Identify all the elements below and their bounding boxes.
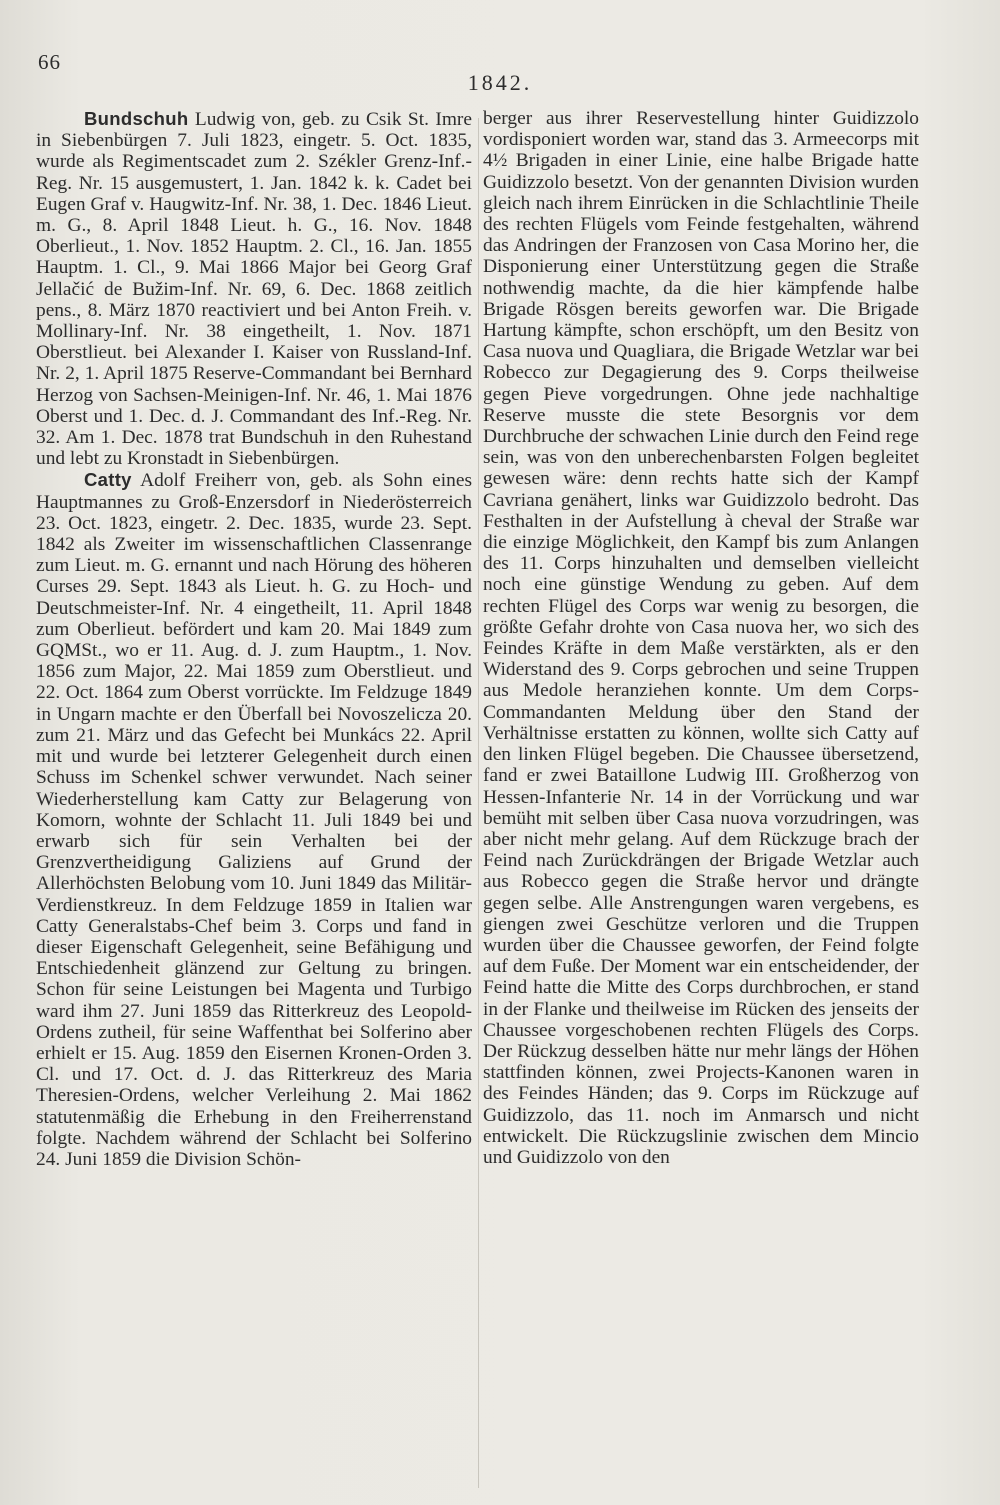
page-number: 66: [38, 50, 61, 74]
entry-surname: Bundschuh: [84, 108, 189, 129]
right-column: [483, 108, 919, 1168]
entry-text: Adolf Freiherr von, geb. als Sohn eines Hauptmannes zu Groß-Enzersdorf in Niederösterreich 23. Oct. 1823, eingetr. 2. Dec. 1835, wurde 23. Sept. 1842 als Zweiter im wissenschaftlichen Classenrange zum Lieut. m. G. ernannt und nach Hörung des höheren Curses 29. Sept. 1843 als Lieut. h. G. zu Hoch- und Deutschmeister-Inf. Nr. 4 eingetheilt, 11. April 1848 zum Oberlieut. befördert und kam 20. Mai 1849 zum GQMSt., wo er 11. Aug. d. J. zum Hauptm., 1. Nov. 1856 zum Major, 22. Mai 1859 zum Oberstlieut. und 22. Oct. 1864 zum Oberst vorrückte. Im Feldzuge 1849 in Ungarn machte er den Überfall bei Novoszelicza 20. zum 21. März und das Gefecht bei Munkács 22. April mit und wurde bei letzterer Gelegenheit durch einen Schuss im Schenkel schwer verwundet. Nach seiner Wiederherstellung kam Catty zur Belagerung von Komorn, wohnte der Schlacht 11. Juli 1849 bei und erwarb sich für sein Verhalten bei der Grenzvertheidigung Galiziens auf Grund der Allerhöchsten Belobung vom 10. Juni 1849 das Militär-Verdienstkreuz. In dem Feldzuge 1859 in Italien war Catty Generalstabs-Chef beim 3. Corps und fand in dieser Eigenschaft Gelegenheit, seine Befähigung und Entschiedenheit glänzend zur Geltung zu bringen. Schon für seine Leistungen bei Magenta und Turbigo ward ihm 27. Juni 1859 das Ritterkreuz des Leopold-Ordens zutheil, für seine Waffenthat bei Solferino aber erhielt er 15. Aug. 1859 den Eisernen Kronen-Orden 3. Cl. und 17. Oct. d. J. das Ritterkreuz des Maria Theresien-Ordens, welcher Verleihung 2. Mai 1862 statutenmäßig die Erhebung in den Freiherrenstand folgte. Nachdem während der Schlacht bei Solferino 24. Juni 1859 die Division Schön-: [36, 470, 473, 1170]
left-column: [36, 108, 472, 1170]
continued-text: berger aus ihrer Reservestellung hinter Guidizzolo vordisponiert worden war, stand das 3. Armeecorps mit 4½ Brigaden in einer Linie, eine halbe Brigade hatte Guidizzolo besetzt. Von der genannten Division wurden gleich nach ihrem Einrücken in die Schlachtlinie Theile des rechten Flügels vom Feinde festgehalten, während das Andringen der Franzosen von Casa Morino her, die Disponierung einer Unterstützung gegen die Straße nothwendig machte, da die hier kämpfende halbe Brigade Rösgen bereits geworfen war. Die Brigade Hartung kämpfte, schon erschöpft, um den Besitz von Casa nuova und Quagliara, die Brigade Wetzlar war bei Robecco zur Degagierung des 9. Corps theilweise gegen Pieve vorgedrungen. Ohne jede nachhaltige Reserve musste die stete Besorgnis vor dem Durchbruche der schwachen Linie durch den Feind rege sein, was von den unberechenbarsten Folgen begleitet gewesen wäre: denn rechts hatte sich der Kampf Cavriana genähert, links war Guidizzolo bedroht. Das Festhalten in der Aufstellung à cheval der Straße war die einzige Möglichkeit, den Kampf bis zum Anlangen des 11. Corps hinzuhalten und demselben vielleicht noch eine günstige Wendung zu geben. Auf dem rechten Flügel des Corps war wenig zu besorgen, die größte Gefahr drohte von Casa nuova her, wo sich des Feindes Kräfte in dem Maße verstärkten, als er den Widerstand des 9. Corps gebrochen und seine Truppen aus Medole heranziehen konnte. Um dem Corps-Commandanten Meldung über den Stand der Verhältnisse erstatten zu können, wollte sich Catty auf den linken Flügel begeben. Die Chaussee übersetzend, fand er zwei Bataillone Ludwig III. Großherzog von Hessen-Infanterie Nr. 14 in der Vorrückung und war bemüht mit selben über Casa nuova vorzudringen, was aber nicht mehr gelang. Auf dem Rückzuge brach der Feind nach Zurückdrängen der Brigade Wetzlar auch aus Robecco gegen die Straße hervor und drängte gegen selbe. Alle Anstrengungen waren vergebens, es giengen zwei Geschütze verloren und die Truppen wurden über die Chaussee geworfen, der Feind folgte auf dem Fuße. Der Moment war ein entscheidender, der Feind hatte die Mitte des Corps durchbrochen, er stand in der Flanke und theilweise im Rücken des jenseits der Chaussee vorgeschobenen rechten Flügels des Corps. Der Rückzug desselben hätte nur mehr längs der Höhen stattfinden können, zwei Projects-Kanonen waren in des Feindes Händen; das 9. Corps im Rückzuge auf Guidizzolo, das 11. noch im Anmarsch und nicht entwickelt. Die Rückzugslinie zwischen dem Mincio und Guidizzolo von den: [483, 108, 919, 1168]
running-head-year: 1842.: [467, 70, 533, 95]
biography-entry-catty: [36, 469, 472, 1170]
entry-text: Ludwig von, geb. zu Csik St. Imre in Siebenbürgen 7. Juli 1823, eingetr. 5. Oct. 1835, wurde als Regimentscadet zum 2. Székler Grenz-Inf.-Reg. Nr. 15 ausgemustert, 1. Jan. 1842 k. k. Cadet bei Eugen Graf v. Haugwitz-Inf. Nr. 38, 1. Dec. 1846 Lieut. m. G., 8. April 1848 Lieut. h. G., 16. Nov. 1848 Oberlieut., 1. Nov. 1852 Hauptm. 2. Cl., 16. Jan. 1855 Hauptm. 1. Cl., 9. Mai 1866 Major bei Georg Graf Jellačić de Bužim-Inf. Nr. 69, 6. Dec. 1868 zeitlich pens., 8. März 1870 reactiviert und bei Anton Freih. v. Mollinary-Inf. Nr. 38 eingetheilt, 1. Nov. 1871 Oberstlieut. bei Alexander I. Kaiser von Russland-Inf. Nr. 2, 1. April 1875 Reserve-Commandant bei Bernhard Herzog von Sachsen-Meinigen-Inf. Nr. 46, 1. Mai 1876 Oberst und 1. Dec. d. J. Commandant des Inf.-Reg. Nr. 32. Am 1. Dec. 1878 trat Bundschuh in den Ruhestand und lebt zu Kronstadt in Siebenbürgen.: [36, 109, 472, 470]
column-divider: [478, 118, 479, 1488]
entry-surname: Catty: [84, 469, 132, 491]
biography-entry-bundschuh: [36, 108, 472, 469]
